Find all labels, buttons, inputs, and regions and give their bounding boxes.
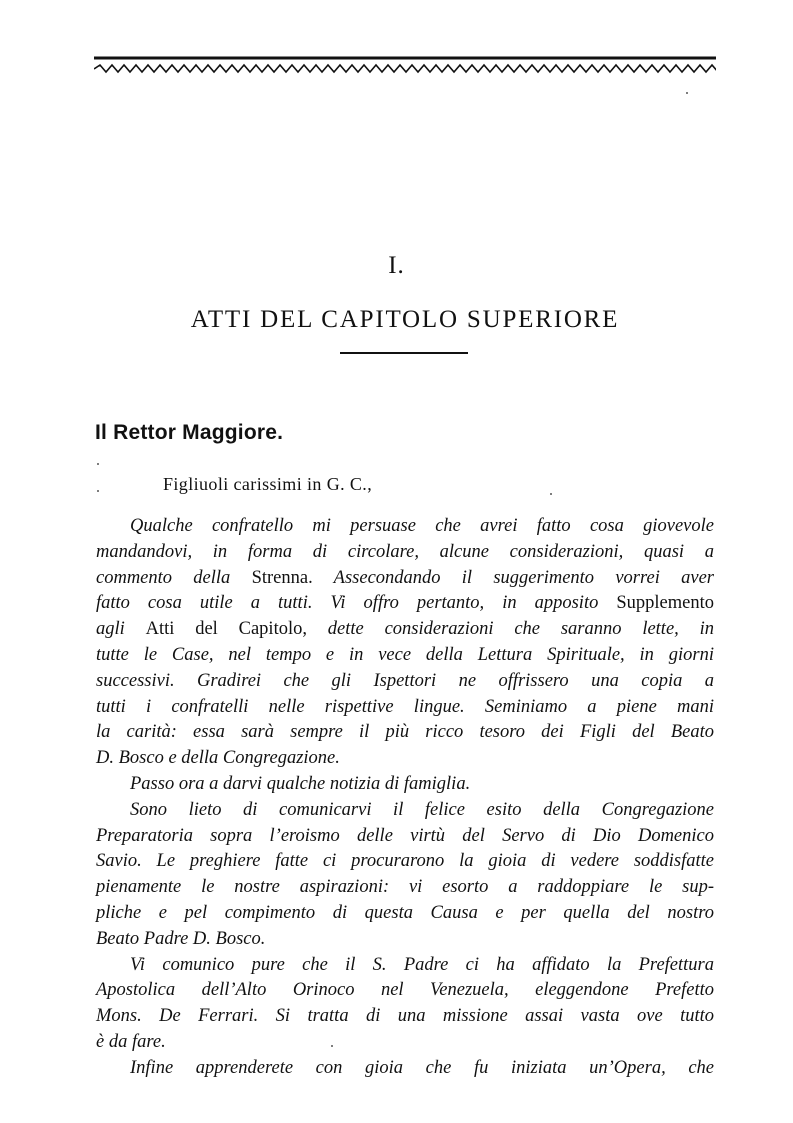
text-line — [96, 617, 714, 643]
text-line — [96, 591, 714, 617]
title-underline-rule — [340, 352, 468, 354]
text-line — [96, 643, 714, 669]
text-run: Vi comunico pure che il S. Padre ci ha affidato la Prefettura — [130, 954, 714, 975]
text-line — [96, 695, 714, 721]
text-run: Assecondando il suggerimento vorrei aver — [312, 567, 714, 588]
text-run: Mons. De Ferrari. Si tratta di una missione assai vasta ove tutto — [96, 1006, 714, 1027]
chapter-title: ATTI DEL CAPITOLO SUPERIORE — [190, 306, 620, 333]
text-run: fatto cosa utile a tutti. Vi offro pertanto, in apposito — [96, 593, 617, 614]
text-run: Strenna. — [251, 567, 313, 588]
scan-speck — [97, 463, 99, 465]
text-line — [96, 1030, 714, 1056]
chapter-number: I. — [388, 252, 405, 279]
text-run: Preparatoria sopra l’eroismo delle virtù del Servo di Dio Domenico — [96, 825, 714, 846]
scan-speck — [686, 92, 688, 94]
letter-body — [96, 514, 714, 1082]
text-line — [96, 566, 714, 592]
scan-speck — [331, 1045, 333, 1047]
scan-speck — [550, 493, 552, 495]
text-run: mandandovi, in forma di circolare, alcune considerazioni, quasi a — [96, 541, 714, 562]
decorative-header-rule — [94, 55, 716, 77]
text-line — [96, 978, 714, 1004]
text-line — [96, 927, 714, 953]
text-run: Sono lieto di comunicarvi il felice esito della Congregazione — [130, 799, 714, 820]
text-run: commento della — [96, 567, 252, 588]
text-line — [96, 875, 714, 901]
text-run: Savio. Le preghiere fatte ci procurarono la gioia di vedere soddisfatte — [96, 851, 714, 872]
text-run: Atti del Capitolo, — [145, 619, 307, 640]
text-run: successivi. Gradirei che gli Ispettori ne offrissero una copia a — [96, 670, 714, 691]
text-line — [96, 540, 714, 566]
text-line — [96, 849, 714, 875]
text-line — [96, 798, 714, 824]
text-run: agli — [96, 619, 146, 640]
text-run: Passo ora a darvi qualche notizia di famiglia. — [130, 773, 471, 794]
text-line — [96, 746, 714, 772]
text-run: Qualche confratello mi persuase che avrei fatto cosa giovevole — [130, 516, 714, 536]
text-line — [96, 772, 714, 798]
text-line — [96, 901, 714, 927]
text-line — [96, 824, 714, 850]
text-line — [96, 514, 714, 540]
text-line — [96, 669, 714, 695]
text-run: Supplemento — [616, 593, 714, 614]
text-run: D. Bosco e della Congregazione. — [96, 748, 340, 769]
text-run: dette considerazioni che saranno lette, in — [306, 619, 714, 640]
text-run: Beato Padre D. Bosco. — [96, 928, 266, 949]
text-run: Apostolica dell’Alto Orinoco nel Venezuela, eleggendone Prefetto — [96, 980, 714, 1001]
text-line — [96, 1004, 714, 1030]
text-run: tutte le Case, nel tempo e in vece della Lettura Spirituale, in giorni — [96, 644, 714, 665]
salutation: Figliuoli carissimi in G. C., — [163, 474, 373, 494]
scan-speck — [97, 490, 99, 492]
text-run: tutti i confratelli nelle rispettive lingue. Seminiamo a piene mani — [96, 696, 714, 717]
text-line — [96, 1056, 714, 1082]
text-line — [96, 953, 714, 979]
text-run: pienamente le nostre aspirazioni: vi esorto a raddoppiare le sup- — [96, 877, 714, 898]
text-run: la carità: essa sarà sempre il più ricco tesoro dei Figli del Beato — [96, 722, 714, 743]
text-run: Infine apprenderete con gioia che fu iniziata un’Opera, che — [130, 1057, 714, 1078]
text-run: è da fare. — [96, 1031, 166, 1052]
section-heading: Il Rettor Maggiore. — [95, 421, 284, 444]
text-line — [96, 720, 714, 746]
text-run: pliche e pel compimento di questa Causa e per quella del nostro — [96, 902, 714, 923]
